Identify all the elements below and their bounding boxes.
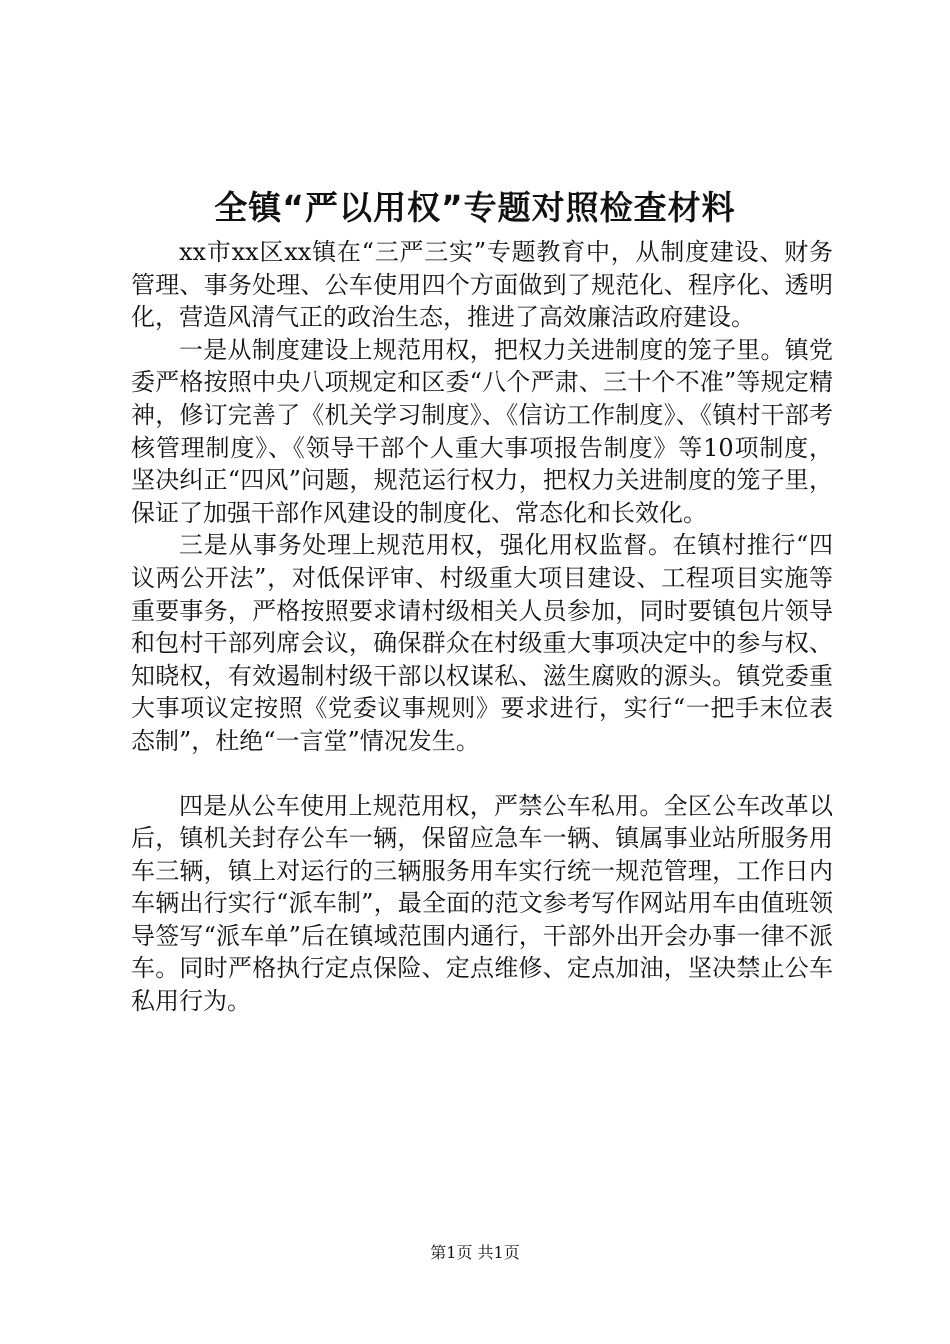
- paragraph-vehicle-use: 四是从公车使用上规范用权，严禁公车私用。全区公车改革以后，镇机关封存公车一辆，保留应急车一辆、镇属事业站所服务用车三辆，镇上对运行的三辆服务用车实行统一规范管理，工作日内车辆出行实行“派车制”，最全面的范文参考写作网站用车由值班领导签写“派车单”后在镇域范围内通行，干部外出开会办事一律不派车。同时严格执行定点保险、定点维修、定点加油，坚决禁止公车私用行为。: [131, 791, 833, 1016]
- paragraph-spacer: [131, 758, 833, 790]
- paragraph-intro: xx市xx区xx镇在“三严三实”专题教育中，从制度建设、财务管理、事务处理、公车使用四个方面做到了规范化、程序化、透明化，营造风清气正的政治生态，推进了高效廉洁政府建设。: [131, 238, 833, 332]
- document-body: [131, 236, 833, 1018]
- page-footer: 第1页 共1页: [430, 1243, 520, 1262]
- paragraph-institution-building: 一是从制度建设上规范用权，把权力关进制度的笼子里。镇党委严格按照中央八项规定和区委“八个严肃、三十个不准”等规定精神，修订完善了《机关学习制度》、《信访工作制度》、《镇村干部考核管理制度》、《领导干部个人重大事项报告制度》等10项制度，坚决纠正“四风”问题，规范运行权力，把权力关进制度的笼子里，保证了加强干部作风建设的制度化、常态化和长效化。: [131, 335, 833, 527]
- paragraph-affairs-handling: 三是从事务处理上规范用权，强化用权监督。在镇村推行“四议两公开法”，对低保评审、村级重大项目建设、工程项目实施等重要事务，严格按照要求请村级相关人员参加，同时要镇包片领导和包村干部列席会议，确保群众在村级重大事项决定中的参与权、知晓权，有效遏制村级干部以权谋私、滋生腐败的源头。镇党委重大事项议定按照《党委议事规则》要求进行，实行“一把手末位表态制”，杜绝“一言堂”情况发生。: [131, 531, 833, 755]
- document-title: 全镇“严以用权”专题对照检查材料: [214, 188, 736, 227]
